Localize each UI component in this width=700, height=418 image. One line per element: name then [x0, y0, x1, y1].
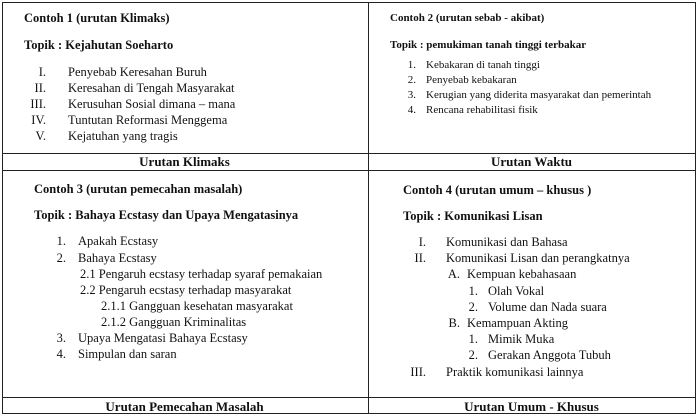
item-number: 4. [56, 347, 66, 361]
item-text: Mimik Muka [488, 332, 555, 346]
item-number: 2. [468, 300, 478, 314]
item-text: Kerusuhan Sosial dimana – mana [68, 97, 236, 111]
item-text: Rencana rehabilitasi fisik [426, 104, 538, 116]
item-text: Penyebab kebakaran [426, 74, 517, 86]
item-text: Simpulan dan saran [78, 347, 177, 361]
item-number: 2. [56, 251, 66, 265]
item-number: 1. [468, 332, 478, 346]
footer-urutan-umum-khusus: Urutan Umum - Khusus [464, 399, 599, 414]
footer-urutan-pemecahan-masalah: Urutan Pemecahan Masalah [105, 399, 264, 414]
item-text: Olah Vokal [488, 284, 545, 298]
item-number: 2. [468, 348, 478, 362]
item-number: II. [414, 251, 426, 265]
item-number: 2. [407, 74, 416, 86]
item-number: 1. [407, 59, 416, 71]
column-divider [368, 3, 369, 413]
item-text: Apakah Ecstasy [78, 234, 159, 248]
item-number: I. [418, 235, 426, 249]
item-number: 3. [407, 89, 416, 101]
example-4-topic: Topik : Komunikasi Lisan [403, 209, 543, 223]
item-text: 2.1.2 Gangguan Kriminalitas [101, 315, 247, 329]
row-divider-top-2 [3, 170, 695, 171]
example-3-topic: Topik : Bahaya Ecstasy dan Upaya Mengatasinya [34, 208, 299, 222]
item-text: Kerugian yang diderita masyarakat dan pemerintah [426, 89, 652, 101]
example-1-topic: Topik : Kejahutan Soeharto [24, 38, 174, 52]
item-text: Volume dan Nada suara [488, 300, 607, 314]
item-text: Gerakan Anggota Tubuh [488, 348, 611, 362]
item-number: B. [448, 316, 460, 330]
footer-urutan-waktu: Urutan Waktu [490, 154, 573, 169]
item-number: II. [34, 81, 46, 95]
item-text: Kempuan kebahasaan [467, 267, 577, 281]
example-3-heading: Contoh 3 (urutan pemecahan masalah) [34, 182, 243, 196]
item-text: Keresahan di Tengah Masyarakat [68, 81, 235, 95]
example-4-heading: Contoh 4 (urutan umum – khusus ) [403, 183, 592, 197]
item-text: Komunikasi dan Bahasa [446, 235, 568, 249]
footer-urutan-klimaks: Urutan Klimaks [139, 154, 230, 169]
item-number: A. [447, 267, 460, 281]
item-number: I. [38, 65, 46, 79]
example-2-topic: Topik : pemukiman tanah tinggi terbakar [390, 39, 587, 51]
item-number: 1. [468, 284, 478, 298]
item-text: Penyebab Keresahan Buruh [68, 65, 207, 79]
item-text: Kemampuan Akting [467, 316, 569, 330]
example-1-heading: Contoh 1 (urutan Klimaks) [24, 11, 170, 25]
item-text: Komunikasi Lisan dan perangkatnya [446, 251, 630, 265]
item-text: Tuntutan Reformasi Menggema [68, 113, 228, 127]
item-number: 4. [407, 104, 416, 116]
row-divider-bottom [3, 397, 695, 398]
item-number: III. [410, 365, 426, 379]
item-text: Kebakaran di tanah tinggi [426, 59, 540, 71]
item-text: 2.1.1 Gangguan kesehatan masyarakat [101, 299, 293, 313]
item-number: 3. [56, 331, 66, 345]
item-text: Kejatuhan yang tragis [68, 129, 178, 143]
item-text: 2.2 Pengaruh ecstasy terhadap masyarakat [80, 283, 292, 297]
item-number: V. [35, 129, 46, 143]
item-text: Bahaya Ecstasy [78, 251, 157, 265]
item-text: 2.1 Pengaruh ecstasy terhadap syaraf pemakaian [80, 267, 323, 281]
item-number: III. [30, 97, 46, 111]
item-text: Praktik komunikasi lainnya [446, 365, 584, 379]
example-2-heading: Contoh 2 (urutan sebab - akibat) [390, 12, 545, 24]
item-number: 1. [56, 234, 66, 248]
item-number: IV. [31, 113, 46, 127]
item-text: Upaya Mengatasi Bahaya Ecstasy [78, 331, 248, 345]
